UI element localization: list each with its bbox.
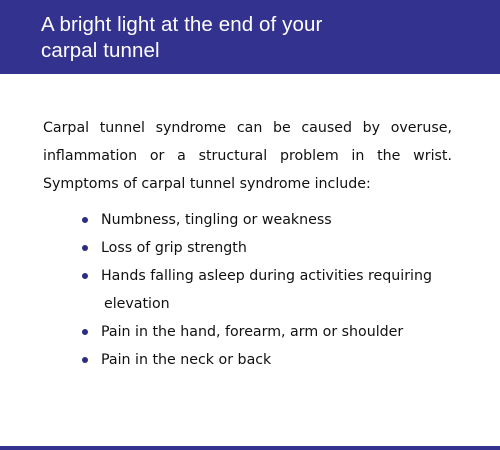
list-item [43, 206, 452, 234]
page-title [41, 12, 481, 64]
header-banner [0, 0, 500, 74]
footer-bar [0, 446, 500, 450]
list-item [43, 234, 452, 262]
intro-paragraph: Carpal tunnel syndrome can be caused by overuse, inflammation or a structural problem in the wrist. Symptoms of carpal tunnel syndrome include: [43, 120, 452, 192]
list-item-text: Hands falling asleep during activities requiring [101, 268, 432, 284]
list-item-continuation: elevation [104, 296, 170, 312]
page-title-line-2: carpal tunnel [41, 39, 160, 62]
list-item-text: Pain in the neck or back [101, 352, 272, 368]
bullet-icon [82, 329, 88, 335]
page-title-line-1: A bright light at the end of your [41, 13, 323, 36]
list-item [43, 318, 452, 346]
list-item-text: Loss of grip strength [101, 240, 247, 256]
bullet-icon [82, 273, 88, 279]
bullet-icon [82, 357, 88, 363]
list-item [43, 262, 452, 318]
symptom-list [43, 206, 452, 374]
bullet-icon [82, 245, 88, 251]
list-item-text: Numbness, tingling or weakness [101, 212, 332, 228]
bullet-icon [82, 217, 88, 223]
list-item-text: Pain in the hand, forearm, arm or shoulder [101, 324, 404, 340]
main-content [43, 114, 452, 374]
list-item [43, 346, 452, 374]
